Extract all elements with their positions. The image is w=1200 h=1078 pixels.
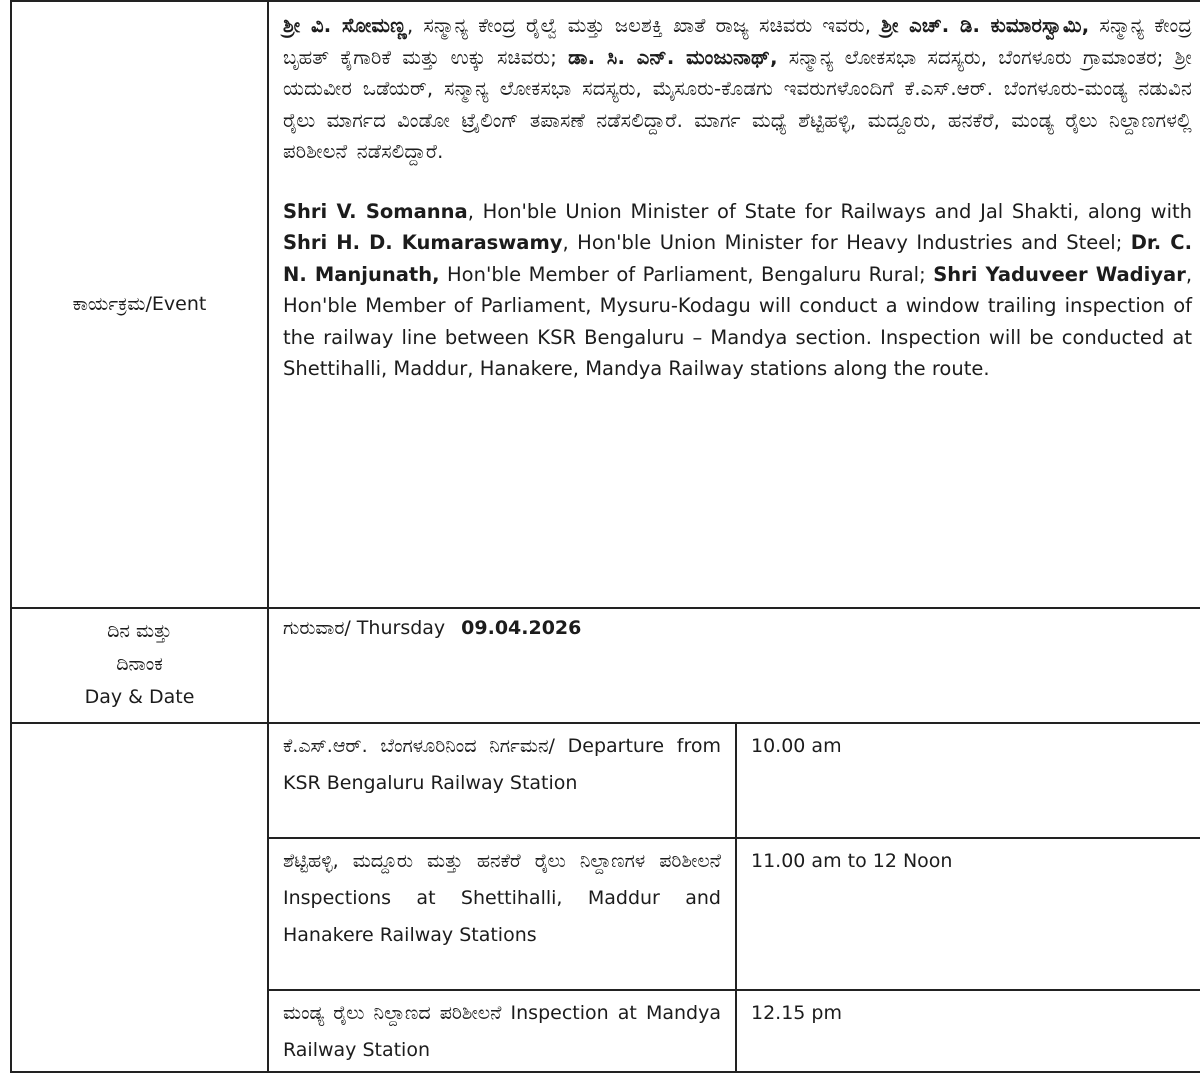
event-text-kn-2: ಸನ್ಮಾನ್ಯ ಕೇಂದ್ರ ಬೃಹತ್ ಕೈಗಾರಿಕೆ ಮತ್ತು ಉಕ್ಕು ಸಚಿವರು;: [283, 14, 1193, 69]
day-date-value-cell: [268, 608, 1200, 723]
mp-name-en-4: Shri Yaduveer Wadiyar: [933, 262, 1186, 286]
event-text-en-2: , Hon'ble Union Minister for Heavy Industries and Steel;: [562, 231, 1131, 254]
minister-name-kn-1: ಶ್ರೀ ವಿ. ಸೋಮಣ್ಣ: [283, 14, 407, 37]
schedule-blank-cell: [11, 723, 268, 1072]
event-description-cell: [268, 1, 1200, 608]
schedule-time: 11.00 am to 12 Noon: [751, 850, 953, 872]
day-value: ಗುರುವಾರ/ Thursday: [283, 617, 446, 639]
day-label-kn-2: ದಿನಾಂಕ: [116, 653, 163, 675]
schedule-table: [10, 0, 1200, 1073]
schedule-activity: ಶೆಟ್ಟಿಹಳ್ಳಿ, ಮದ್ದೂರು ಮತ್ತು ಹನಕೆರೆ ರೈಲು ನಿಲ್ದಾಣಗಳ ಪರಿಶೀಲನೆ Inspections at Shettihalli, Maddur and Hanakere Railway Stations: [283, 850, 721, 946]
day-label-kn-1: ದಿನ ಮತ್ತು: [107, 620, 172, 642]
schedule-time-cell: [736, 990, 1200, 1072]
schedule-time: 10.00 am: [751, 735, 842, 757]
schedule-activity-cell: [268, 723, 736, 838]
minister-name-kn-2: ಶ್ರೀ ಎಚ್. ಡಿ. ಕುಮಾರಸ್ವಾಮಿ,: [881, 14, 1090, 37]
schedule-time-cell: [736, 723, 1200, 838]
event-label-cell: [11, 1, 268, 608]
minister-name-en-2: Shri H. D. Kumaraswamy: [283, 231, 563, 254]
day-date-row: [11, 608, 1200, 723]
schedule-activity: ಕೆ.ಎಸ್.ಆರ್. ಬೆಂಗಳೂರಿನಿಂದ ನಿರ್ಗಮನ/ Departure from KSR Bengaluru Railway Station: [283, 735, 721, 794]
day-label-en: Day & Date: [84, 686, 195, 708]
event-text-en-4: , Hon'ble Member of Parliament, Mysuru-Kodagu will conduct a window trailing inspection of the railway line between KSR Bengaluru – Mandya section. Inspection will be conducted at Shettihalli, Maddur, Hanakere, Mandya Railway stations along the route.: [283, 262, 1193, 380]
event-text-kn-1: , ಸನ್ಮಾನ್ಯ ಕೇಂದ್ರ ರೈಲ್ವೆ ಮತ್ತು ಜಲಶಕ್ತಿ ಖಾತೆ ರಾಜ್ಯ ಸಚಿವರು ಇವರು,: [406, 14, 882, 37]
date-value: 09.04.2026: [461, 617, 582, 639]
schedule-activity-cell: [268, 838, 736, 990]
event-description-kannada: [283, 10, 1192, 168]
schedule-time: 12.15 pm: [751, 1002, 843, 1024]
mp-name-en-3: Dr. C. N. Manjunath,: [283, 231, 1192, 286]
schedule-row: [11, 723, 1200, 838]
event-label: ಕಾರ್ಯಕ್ರಮ/Event: [72, 293, 207, 315]
day-date-label-cell: [11, 608, 268, 723]
event-description-english: [283, 196, 1192, 385]
event-text-en-1: , Hon'ble Union Minister of State for Railways and Jal Shakti, along with: [467, 199, 1192, 223]
mp-name-kn-3: ಡಾ. ಸಿ. ಎನ್. ಮಂಜುನಾಥ್,: [568, 45, 778, 69]
event-row: [11, 1, 1200, 608]
event-text-en-3: Hon'ble Member of Parliament, Bengaluru Rural;: [439, 262, 934, 286]
schedule-activity: ಮಂಡ್ಯ ರೈಲು ನಿಲ್ದಾಣದ ಪರಿಶೀಲನೆ Inspection at Mandya Railway Station: [283, 1002, 721, 1061]
event-text-kn-3: ಸನ್ಮಾನ್ಯ ಲೋಕಸಭಾ ಸದಸ್ಯರು, ಬೆಂಗಳೂರು ಗ್ರಾಮಾಂತರ; ಶ್ರೀ ಯದುವೀರ ಒಡೆಯರ್, ಸನ್ಮಾನ್ಯ ಲೋಕಸಭಾ ಸದಸ್ಯರು, ಮೈಸೂರು-ಕೊಡಗು ಇವರುಗಳೊಂದಿಗೆ ಕೆ.ಎಸ್.ಆರ್. ಬೆಂಗಳೂರು-ಮಂಡ್ಯ ನಡುವಿನ ರೈಲು ಮಾರ್ಗದ ವಿಂಡೋ ಟ್ರೈಲಿಂಗ್ ತಪಾಸಣೆ ನಡೆಸಲಿದ್ದಾರೆ. ಮಾರ್ಗ ಮಧ್ಯೆ ಶೆಟ್ಟಿಹಳ್ಳಿ, ಮದ್ದೂರು, ಹನಕೆರೆ, ಮಂಡ್ಯ ರೈಲು ನಿಲ್ದಾಣಗಳಲ್ಲಿ ಪರಿಶೀಲನೆ ನಡೆಸಲಿದ್ದಾರೆ.: [283, 45, 1192, 163]
schedule-activity-cell: [268, 990, 736, 1072]
schedule-time-cell: [736, 838, 1200, 990]
document-page: [10, 0, 1200, 1078]
minister-name-en-1: Shri V. Somanna: [283, 199, 468, 223]
